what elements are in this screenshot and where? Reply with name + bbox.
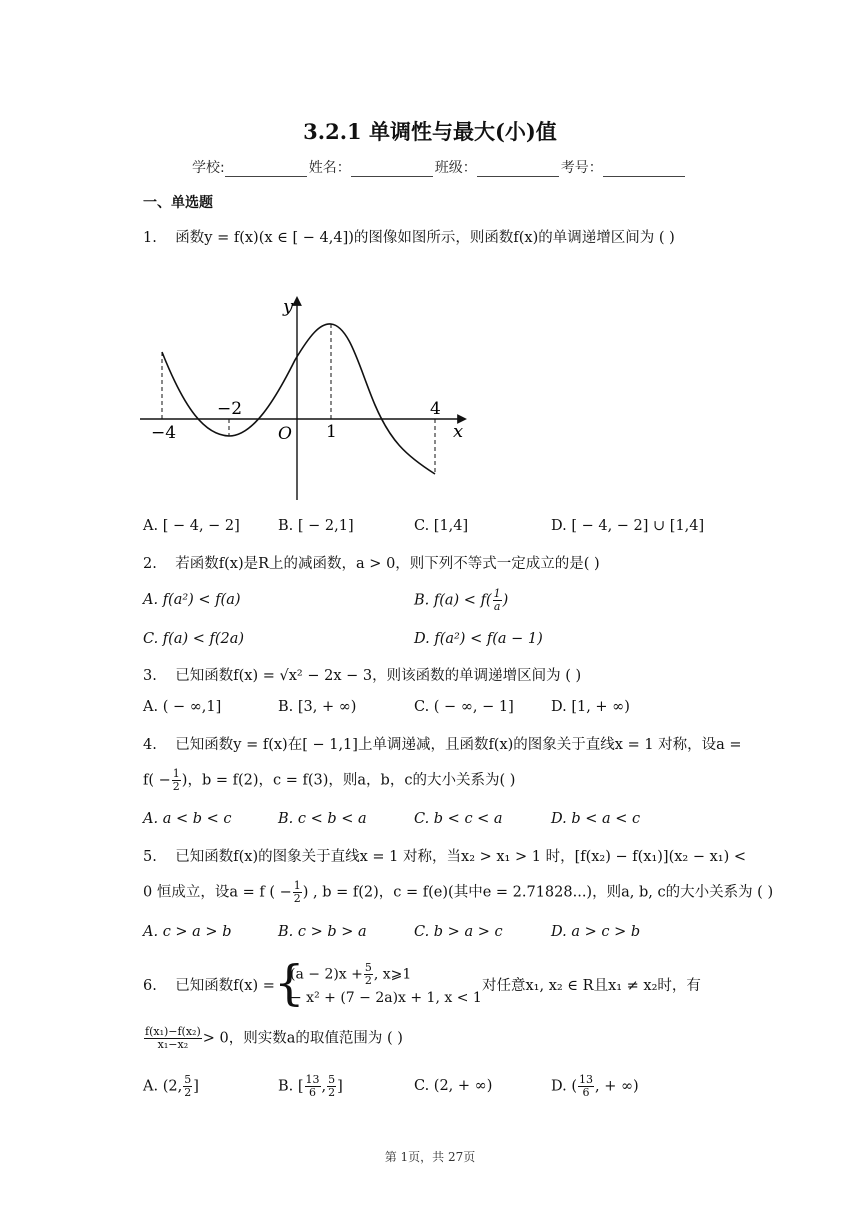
question-text-part: 0 恒成立，设a = f ( − xyxy=(143,884,292,901)
denominator: 6 xyxy=(309,1086,317,1099)
question-text-part: f( − xyxy=(143,772,171,789)
closing-paren: ) xyxy=(502,592,509,609)
piecewise-case-2: − x² + (7 − 2a)x + 1, x < 1 xyxy=(290,990,482,1006)
option-d[interactable]: D. b < a < c xyxy=(551,811,641,827)
option-a[interactable] xyxy=(143,1074,199,1099)
option-c[interactable]: C. b < c < a xyxy=(414,811,503,827)
piecewise-case-1 xyxy=(290,962,411,987)
x-axis-label: x xyxy=(453,421,464,442)
question-text: 函数y = f(x)(x ∈ [ − 4,4])的图像如图所示，则函数f(x)的单调递增区间为 ( ) xyxy=(175,230,675,246)
numerator: 5 xyxy=(328,1073,336,1086)
option-b[interactable] xyxy=(278,1074,343,1099)
option-b[interactable]: B. [3, + ∞) xyxy=(278,699,357,715)
class-label: 班级： xyxy=(434,160,477,176)
option-text: A. (2, xyxy=(143,1078,183,1095)
fraction xyxy=(293,880,302,905)
question-text: 已知函数y = f(x)在[ − 1,1]上单调递减，且函数f(x)的图象关于直线x = 1 对称，设a = xyxy=(175,737,742,753)
denominator: x₁−x₂ xyxy=(157,1038,189,1051)
question-4 xyxy=(143,733,742,754)
tick-label-minus2: −2 xyxy=(217,399,243,419)
option-d[interactable]: D. a > c > b xyxy=(551,924,641,940)
function-graph xyxy=(135,290,475,510)
option-d[interactable]: D. f(a²) < f(a − 1) xyxy=(414,631,543,647)
option-text: B. [ xyxy=(278,1078,304,1095)
brace-icon: { xyxy=(274,955,305,1011)
question-number: 3. xyxy=(143,668,157,684)
y-axis-label: y xyxy=(283,296,294,317)
numerator: 5 xyxy=(364,961,372,974)
page-footer: 第 1页，共 27页 xyxy=(384,1150,476,1164)
fraction xyxy=(183,1074,192,1099)
question-number: 6. xyxy=(143,978,157,994)
number-label: 考号： xyxy=(560,160,603,176)
option-c[interactable]: C. ( − ∞, − 1] xyxy=(414,699,514,715)
function-curve xyxy=(162,324,435,474)
question-text-part: 对任意x₁, x₂ ∈ R且x₁ ≠ x₂时，有 xyxy=(482,978,701,994)
denominator: 2 xyxy=(184,1086,192,1099)
question-text: 已知函数f(x) = √x² − 2x − 3，则该函数的单调递增区间为 ( ) xyxy=(175,668,582,684)
name-blank[interactable] xyxy=(351,162,433,177)
option-text: D. ( xyxy=(551,1078,577,1095)
page-title: 3.2.1 单调性与最大(小)值 xyxy=(303,119,557,144)
denominator: 2 xyxy=(172,780,180,793)
section-heading: 一、单选题 xyxy=(143,195,213,211)
option-a[interactable]: A. ( − ∞,1] xyxy=(143,699,222,715)
tick-label-4: 4 xyxy=(430,399,441,419)
question-3 xyxy=(143,664,581,685)
student-info-line xyxy=(192,157,687,177)
fraction xyxy=(305,1074,321,1099)
question-number: 5. xyxy=(143,849,157,865)
option-b[interactable] xyxy=(414,588,508,613)
origin-label: O xyxy=(278,424,292,444)
option-b[interactable]: B. [ − 2,1] xyxy=(278,518,354,534)
question-number: 2. xyxy=(143,556,157,572)
question-6 xyxy=(143,974,275,995)
option-a[interactable]: A. a < b < c xyxy=(143,811,232,827)
option-d[interactable]: D. [1, + ∞) xyxy=(551,699,630,715)
denominator: a xyxy=(493,600,501,613)
option-c[interactable]: C. (2, + ∞) xyxy=(414,1078,493,1094)
numerator: 1 xyxy=(493,587,501,600)
denominator: 2 xyxy=(293,892,301,905)
numerator: 1 xyxy=(172,767,180,780)
school-label: 学校: xyxy=(192,160,225,176)
question-text: 若函数f(x)是R上的减函数，a > 0，则下列不等式一定成立的是( ) xyxy=(175,556,600,572)
class-blank[interactable] xyxy=(477,162,559,177)
numerator: 1 xyxy=(293,879,301,892)
option-a[interactable]: A. c > a > b xyxy=(143,924,232,940)
question-text-part: ) , b = f(2)，c = f(e)(其中e = 2.71828...)，则a, b, c的大小关系为 ( ) xyxy=(302,884,774,901)
numerator: 5 xyxy=(184,1073,192,1086)
name-label: 姓名： xyxy=(308,160,351,176)
option-b[interactable]: B. c > b > a xyxy=(278,924,367,940)
piece-condition: , x⩾1 xyxy=(373,966,412,983)
fraction xyxy=(327,1074,336,1099)
numerator: 13 xyxy=(305,1073,320,1086)
fraction xyxy=(364,962,373,987)
numerator: 13 xyxy=(578,1073,593,1086)
option-d[interactable] xyxy=(551,1074,639,1099)
denominator: 2 xyxy=(328,1086,336,1099)
question-text: 已知函数f(x) = xyxy=(175,978,275,994)
piece-text: (a − 2)x + xyxy=(290,966,363,983)
numerator: f(x₁)−f(x₂) xyxy=(145,1025,201,1038)
option-separator: , xyxy=(321,1078,327,1095)
denominator: 6 xyxy=(582,1086,590,1099)
fraction xyxy=(172,768,181,793)
question-5-line-2 xyxy=(143,880,773,905)
fraction xyxy=(493,588,502,613)
option-a[interactable]: A. f(a²) < f(a) xyxy=(143,592,241,608)
option-suffix: ] xyxy=(193,1078,199,1095)
question-2 xyxy=(143,552,600,573)
question-text-part: )，b = f(2)，c = f(3)，则a，b，c的大小关系为( ) xyxy=(181,772,516,789)
option-d[interactable]: D. [ − 4, − 2] ∪ [1,4] xyxy=(551,518,705,534)
question-5 xyxy=(143,845,746,866)
option-b-text: B. f(a) < f( xyxy=(414,592,492,609)
number-blank[interactable] xyxy=(603,162,685,177)
option-c[interactable]: C. [1,4] xyxy=(414,518,469,534)
question-1 xyxy=(143,226,675,247)
option-c[interactable]: C. b > a > c xyxy=(414,924,503,940)
question-number: 4. xyxy=(143,737,157,753)
tick-label-minus4: −4 xyxy=(151,423,177,443)
fraction xyxy=(578,1074,594,1099)
question-number: 1. xyxy=(143,230,157,246)
school-blank[interactable] xyxy=(225,162,307,177)
denominator: 2 xyxy=(364,974,372,987)
option-a[interactable]: A. [ − 4, − 2] xyxy=(143,518,240,534)
question-6-line-2 xyxy=(143,1026,403,1051)
tick-label-1: 1 xyxy=(326,422,337,442)
option-suffix: ] xyxy=(337,1078,343,1095)
question-text: 已知函数f(x)的图象关于直线x = 1 对称，当x₂ > x₁ > 1 时，[f(x₂) − f(x₁)](x₂ − x₁) < xyxy=(175,849,747,865)
option-b[interactable]: B. c < b < a xyxy=(278,811,367,827)
option-suffix: , + ∞) xyxy=(594,1078,639,1095)
question-4-line-2 xyxy=(143,768,515,793)
option-c[interactable]: C. f(a) < f(2a) xyxy=(143,631,245,647)
question-text-part: > 0，则实数a的取值范围为 ( ) xyxy=(202,1030,403,1047)
fraction xyxy=(144,1026,202,1051)
